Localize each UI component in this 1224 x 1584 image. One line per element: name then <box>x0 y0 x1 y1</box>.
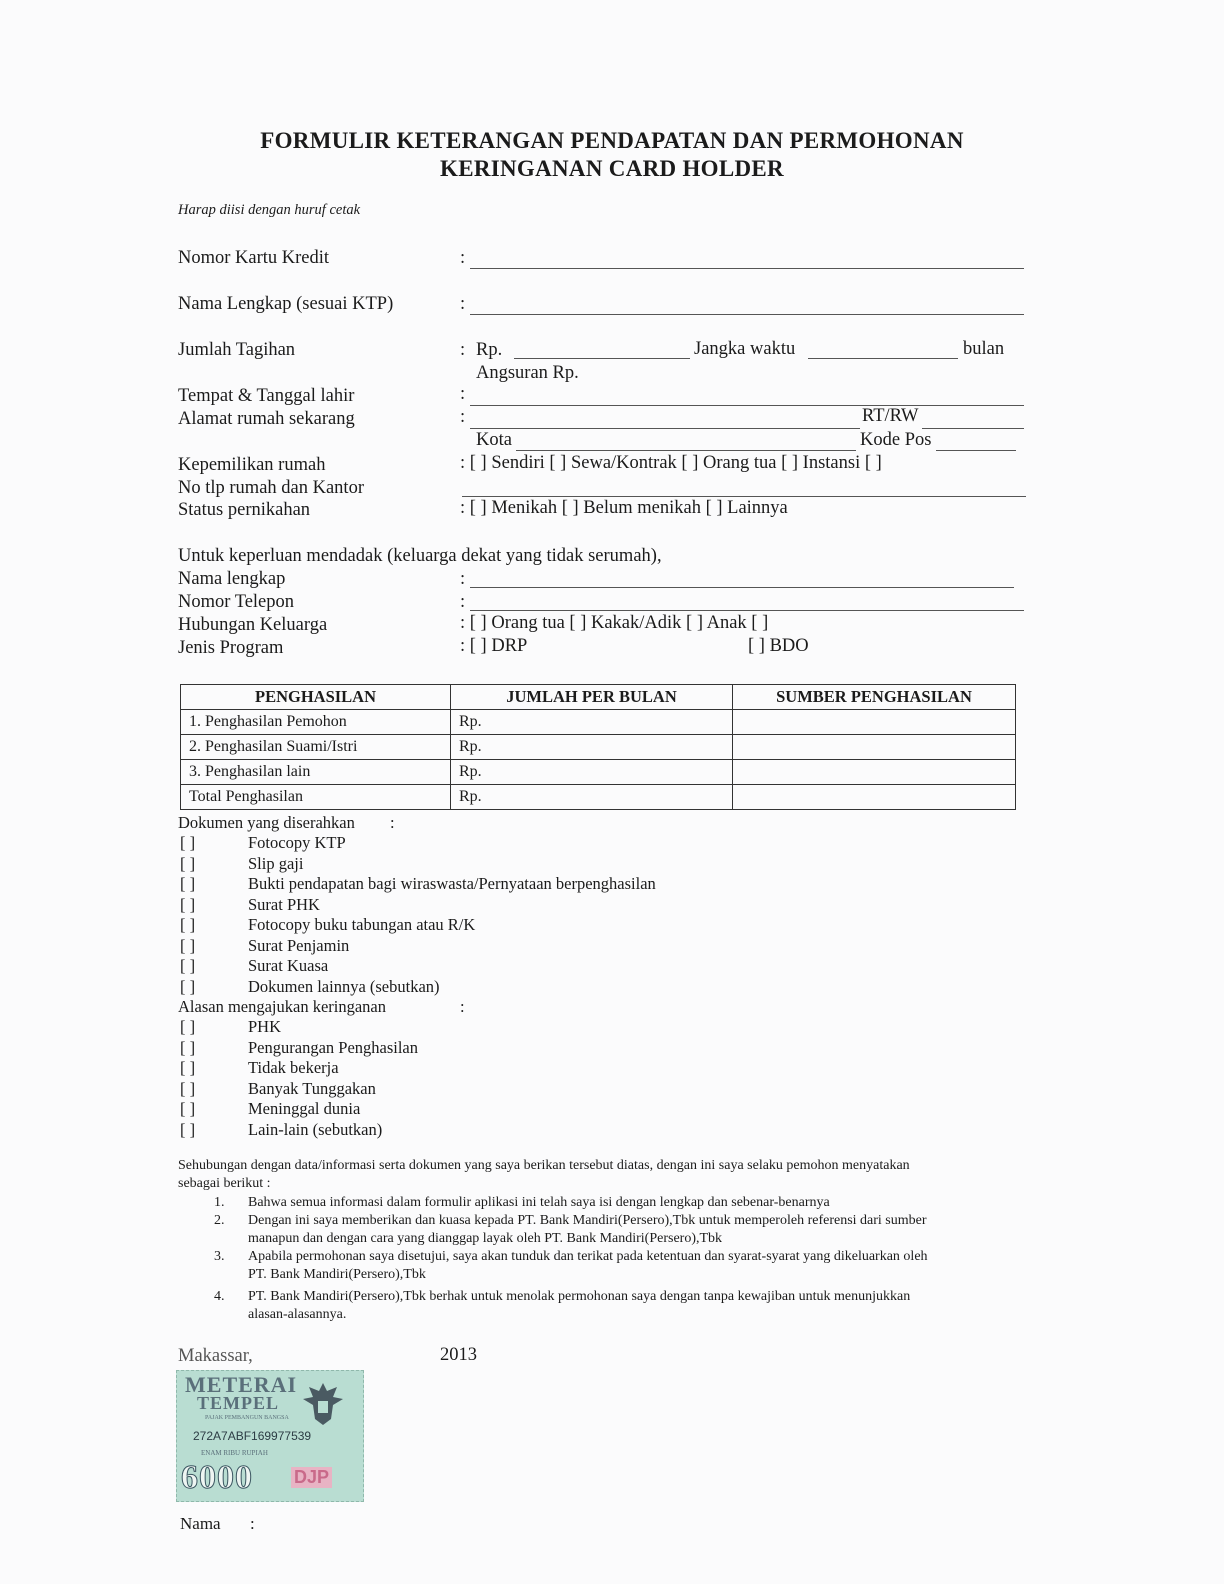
status-options[interactable]: : [ ] Menikah [ ] Belum menikah [ ] Lainnya <box>460 498 788 518</box>
rtrw-label: RT/RW <box>862 406 919 426</box>
input-emergency-nama[interactable] <box>470 587 1014 588</box>
document-item-label: Fotocopy buku tabungan atau R/K <box>248 915 476 934</box>
label-alamat: Alamat rumah sekarang <box>178 409 355 429</box>
kepemilikan-options[interactable]: : [ ] Sendiri [ ] Sewa/Kontrak [ ] Orang tua [ ] Instansi [ ] <box>460 453 882 473</box>
label-no-tlp: No tlp rumah dan Kantor <box>178 478 364 498</box>
statement-number: 4. <box>214 1289 225 1304</box>
input-rtrw[interactable] <box>922 428 1024 429</box>
input-alamat[interactable] <box>470 428 860 429</box>
form-title-line1: FORMULIR KETERANGAN PENDAPATAN DAN PERMOHONAN <box>260 128 964 153</box>
table-row: 3. Penghasilan lain Rp. <box>181 760 1016 785</box>
label-jenis-program: Jenis Program <box>178 638 284 658</box>
document-checkbox[interactable]: [ ] <box>180 915 196 934</box>
stamp-issuer: DJP <box>291 1467 332 1488</box>
header-jumlah: JUMLAH PER BULAN <box>451 685 733 710</box>
stamp-words: ENAM RIBU RUPIAH <box>201 1449 268 1457</box>
kota-label: Kota <box>476 430 512 450</box>
input-nomor-kartu[interactable] <box>470 268 1024 269</box>
program-bdo-option[interactable]: [ ] BDO <box>748 636 809 656</box>
document-checkbox[interactable]: [ ] <box>180 894 196 914</box>
form-title-line2: KERINGANAN CARD HOLDER <box>440 156 784 181</box>
document-checkbox[interactable]: [ ] <box>180 976 196 996</box>
kode-pos-label: Kode Pos <box>860 430 932 450</box>
income-table <box>180 684 1016 810</box>
garuda-emblem-icon <box>301 1379 345 1429</box>
reasons-heading: Alasan mengajukan keringanan <box>178 997 387 1016</box>
stamp-value: 6000 <box>181 1459 253 1496</box>
hubungan-options[interactable]: : [ ] Orang tua [ ] Kakak/Adik [ ] Anak [ ] <box>460 613 769 633</box>
year-label: 2013 <box>440 1345 477 1365</box>
statement-text-cont: PT. Bank Mandiri(Persero),Tbk <box>248 1267 426 1282</box>
statement-number: 2. <box>214 1213 225 1228</box>
document-checkbox[interactable]: [ ] <box>180 956 196 975</box>
label-nomor-kartu: Nomor Kartu Kredit <box>178 248 330 268</box>
label-emergency-telepon: Nomor Telepon <box>178 592 295 612</box>
rp-label: Rp. <box>476 340 503 360</box>
reason-item-label: PHK <box>248 1017 282 1036</box>
table-row: Total Penghasilan Rp. <box>181 785 1016 810</box>
document-item-label: Surat Kuasa <box>248 956 329 975</box>
label-tempat-tanggal: Tempat & Tanggal lahir <box>178 386 355 406</box>
document-item-label: Fotocopy KTP <box>248 833 346 852</box>
reason-checkbox[interactable]: [ ] <box>180 1058 196 1077</box>
reason-item-label: Pengurangan Penghasilan <box>248 1037 419 1057</box>
input-kode-pos[interactable] <box>936 450 1016 451</box>
statement-number: 1. <box>214 1195 225 1210</box>
label-hubungan: Hubungan Keluarga <box>178 615 328 635</box>
reason-checkbox[interactable]: [ ] <box>180 1017 196 1036</box>
document-item-label: Bukti pendapatan bagi wiraswasta/Pernyataan berpenghasilan <box>248 874 656 893</box>
statement-text-cont: manapun dan dengan cara yang dianggap layak oleh PT. Bank Mandiri(Persero),Tbk <box>248 1231 723 1246</box>
statement-text: Dengan ini saya memberikan dan kuasa kepada PT. Bank Mandiri(Persero),Tbk untuk memperoleh referensi dari sumber <box>248 1213 927 1228</box>
table-row: 1. Penghasilan Pemohon Rp. <box>181 710 1016 735</box>
input-jumlah-tagihan[interactable] <box>514 358 690 359</box>
documents-heading: Dokumen yang diserahkan <box>178 813 355 832</box>
document-checkbox[interactable]: [ ] <box>180 874 196 893</box>
reason-item-label: Lain-lain (sebutkan) <box>248 1119 383 1139</box>
reason-checkbox[interactable]: [ ] <box>180 1099 196 1118</box>
instruction-text: Harap diisi dengan huruf cetak <box>178 202 361 218</box>
header-penghasilan: PENGHASILAN <box>181 685 451 710</box>
reason-item-label: Banyak Tunggakan <box>248 1078 376 1098</box>
meterai-stamp <box>176 1370 364 1502</box>
input-no-tlp[interactable] <box>462 496 1026 497</box>
input-kota[interactable] <box>516 450 856 451</box>
label-jumlah-tagihan: Jumlah Tagihan <box>178 340 296 360</box>
angsuran-label: Angsuran Rp. <box>476 363 579 383</box>
document-checkbox[interactable]: [ ] <box>180 853 196 873</box>
document-item-label: Surat PHK <box>248 894 320 914</box>
statement-text: Bahwa semua informasi dalam formulir aplikasi ini telah saya isi dengan lengkap dan sebenar-benarnya <box>248 1195 830 1210</box>
document-item-label: Surat Penjamin <box>248 935 350 955</box>
stamp-small-text: PAJAK PEMBANGUN BANGSA <box>205 1415 289 1421</box>
label-nama-lengkap: Nama Lengkap (sesuai KTP) <box>178 294 394 314</box>
label-status: Status pernikahan <box>178 500 311 520</box>
label-emergency-nama: Nama lengkap <box>178 569 286 589</box>
statement-text: PT. Bank Mandiri(Persero),Tbk berhak untuk menolak permohonan saya dengan tanpa kewajiban untuk menunjukkan <box>248 1289 911 1304</box>
reason-checkbox[interactable]: [ ] <box>180 1119 196 1139</box>
bulan-label: bulan <box>963 339 1005 359</box>
program-drp-option[interactable]: : [ ] DRP <box>460 636 528 656</box>
document-item-label: Dokumen lainnya (sebutkan) <box>248 976 440 996</box>
stamp-line2: TEMPEL <box>197 1393 280 1413</box>
statement-number: 3. <box>214 1249 225 1264</box>
reason-checkbox[interactable]: [ ] <box>180 1037 196 1057</box>
input-jangka-waktu[interactable] <box>808 358 958 359</box>
statement-text: Apabila permohonan saya disetujui, saya akan tunduk dan terikat pada ketentuan dan syarat-syarat yang dikeluarkan oleh <box>248 1249 928 1264</box>
nama-label: Nama <box>180 1514 221 1533</box>
label-kepemilikan: Kepemilikan rumah <box>178 455 326 475</box>
document-checkbox[interactable]: [ ] <box>180 935 196 955</box>
reason-item-label: Meninggal dunia <box>248 1099 361 1118</box>
table-row: 2. Penghasilan Suami/Istri Rp. <box>181 735 1016 760</box>
header-sumber: SUMBER PENGHASILAN <box>733 685 1016 710</box>
input-emergency-telepon[interactable] <box>470 610 1024 611</box>
nama-colon: : <box>250 1514 255 1533</box>
input-tempat-tanggal[interactable] <box>470 405 1024 406</box>
input-nama-lengkap[interactable] <box>470 314 1024 315</box>
stamp-line1: METERAI <box>185 1372 298 1397</box>
jangka-waktu-label: Jangka waktu <box>694 339 796 359</box>
document-item-label: Slip gaji <box>248 853 304 873</box>
statement-text-cont: alasan-alasannya. <box>248 1307 347 1322</box>
place-label: Makassar, <box>178 1346 253 1366</box>
reason-checkbox[interactable]: [ ] <box>180 1078 196 1098</box>
emergency-heading: Untuk keperluan mendadak (keluarga dekat yang tidak serumah), <box>178 546 662 566</box>
document-checkbox[interactable]: [ ] <box>180 833 196 852</box>
statement-intro: Sehubungan dengan data/informasi serta dokumen yang saya berikan tersebut diatas, dengan ini saya selaku pemohon menyatakan <box>178 1158 910 1173</box>
statement-intro-2: sebagai berikut : <box>178 1176 271 1191</box>
reason-item-label: Tidak bekerja <box>248 1058 339 1077</box>
stamp-serial: 272A7ABF169977539 <box>193 1429 312 1443</box>
